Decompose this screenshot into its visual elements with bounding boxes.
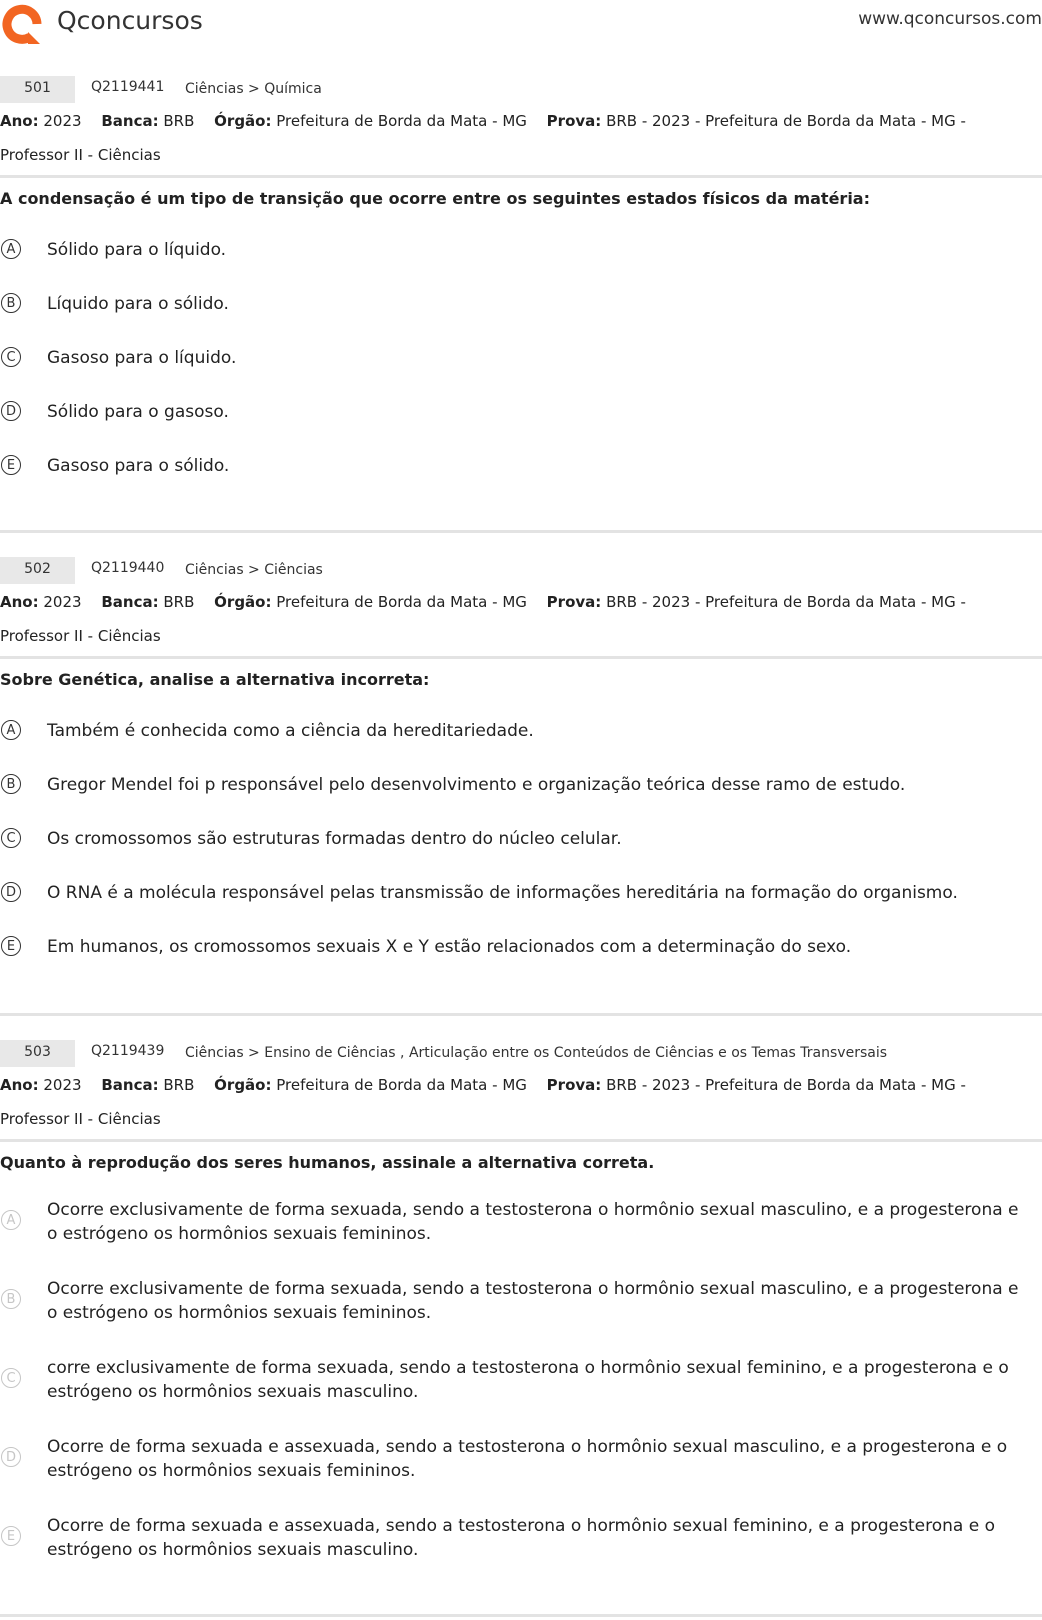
option-d[interactable] <box>0 1435 1042 1483</box>
prova-label: Prova: <box>546 112 602 130</box>
option-letter[interactable]: E <box>1 936 21 956</box>
banca-value: BRB <box>163 593 195 611</box>
question-block <box>0 76 1042 478</box>
question-category: Ciências > Ensino de Ciências , Articulação entre os Conteúdos de Ciências e os Temas Transversais <box>185 1045 888 1061</box>
orgao-value: Prefeitura de Borda da Mata - MG <box>276 1076 527 1094</box>
banca-label: Banca: <box>101 112 159 130</box>
option-a[interactable] <box>0 1198 1042 1246</box>
ano-value: 2023 <box>43 1076 82 1094</box>
option-letter[interactable]: A <box>1 239 21 259</box>
question-category: Ciências > Ciências <box>185 562 323 578</box>
banca-value: BRB <box>163 112 195 130</box>
prova-value: BRB - 2023 - Prefeitura de Borda da Mata - MG - Professor II - Ciências <box>0 593 966 645</box>
option-e[interactable] <box>0 935 1042 959</box>
option-text: Gasoso para o sólido. <box>47 456 230 476</box>
ano-value: 2023 <box>43 593 82 611</box>
option-text: Líquido para o sólido. <box>47 294 229 314</box>
banca-label: Banca: <box>101 593 159 611</box>
option-letter[interactable]: B <box>1 1289 21 1309</box>
question-number: 501 <box>0 76 75 103</box>
option-text: Ocorre exclusivamente de forma sexuada, sendo a testosterona o hormônio sexual masculino, e a progesterona e o estrógeno os hormônios sexuais femininos. <box>47 1200 1019 1244</box>
prova-label: Prova: <box>546 593 602 611</box>
banca-value: BRB <box>163 1076 195 1094</box>
question-meta <box>0 104 1042 172</box>
question-code[interactable]: Q2119441 <box>91 79 165 95</box>
option-letter[interactable]: D <box>1 882 21 902</box>
option-letter[interactable]: C <box>1 828 21 848</box>
prova-label: Prova: <box>546 1076 602 1094</box>
question-category: Ciências > Química <box>185 81 322 97</box>
question-number: 503 <box>0 1040 75 1067</box>
option-letter[interactable]: E <box>1 1526 21 1546</box>
orgao-label: Órgão: <box>214 112 272 130</box>
option-a[interactable] <box>0 719 1042 743</box>
option-text: Sólido para o gasoso. <box>47 402 229 422</box>
option-text: Em humanos, os cromossomos sexuais X e Y estão relacionados com a determinação do sexo. <box>47 937 852 957</box>
ano-label: Ano: <box>0 112 39 130</box>
option-letter[interactable]: C <box>1 1368 21 1388</box>
orgao-label: Órgão: <box>214 1076 272 1094</box>
option-b[interactable] <box>0 292 1042 316</box>
ano-label: Ano: <box>0 1076 39 1094</box>
question-statement: Quanto à reprodução dos seres humanos, assinale a alternativa correta. <box>0 1153 655 1172</box>
question-meta <box>0 585 1042 653</box>
option-letter[interactable]: C <box>1 347 21 367</box>
option-text: Gasoso para o líquido. <box>47 348 237 368</box>
option-text: corre exclusivamente de forma sexuada, sendo a testosterona o hormônio sexual feminino, e a progesterona e o estrógeno os hormônios sexuais masculino. <box>47 1358 1009 1402</box>
option-d[interactable] <box>0 881 1042 905</box>
question-code[interactable]: Q2119440 <box>91 560 165 576</box>
orgao-value: Prefeitura de Borda da Mata - MG <box>276 593 527 611</box>
option-letter[interactable]: A <box>1 1210 21 1230</box>
question-block <box>0 557 1042 959</box>
option-letter[interactable]: D <box>1 401 21 421</box>
option-letter[interactable]: D <box>1 1447 21 1467</box>
orgao-label: Órgão: <box>214 593 272 611</box>
divider <box>0 1139 1042 1142</box>
option-b[interactable] <box>0 1277 1042 1325</box>
option-text: Sólido para o líquido. <box>47 240 227 260</box>
question-divider <box>0 1013 1042 1016</box>
option-c[interactable] <box>0 827 1042 851</box>
ano-value: 2023 <box>43 112 82 130</box>
option-text: Gregor Mendel foi p responsável pelo desenvolvimento e organização teórica desse ramo de estudo. <box>47 775 906 795</box>
question-code[interactable]: Q2119439 <box>91 1043 165 1059</box>
option-text: Ocorre de forma sexuada e assexuada, sendo a testosterona o hormônio sexual feminino, e a progesterona e o estrógeno os hormônios sexuais masculino. <box>47 1516 995 1560</box>
question-meta <box>0 1068 1042 1136</box>
option-letter[interactable]: B <box>1 774 21 794</box>
banca-label: Banca: <box>101 1076 159 1094</box>
option-text: Ocorre de forma sexuada e assexuada, sendo a testosterona o hormônio sexual masculino, e a progesterona e o estrógeno os hormônios sexuais femininos. <box>47 1437 1008 1481</box>
option-e[interactable] <box>0 1514 1042 1562</box>
option-text: O RNA é a molécula responsável pelas transmissão de informações hereditária na formação do organismo. <box>47 883 958 903</box>
divider <box>0 656 1042 659</box>
prova-value: BRB - 2023 - Prefeitura de Borda da Mata - MG - Professor II - Ciências <box>0 112 966 164</box>
question-block <box>0 1040 1042 1562</box>
question-divider <box>0 530 1042 533</box>
brand-name: Qconcursos <box>57 6 203 35</box>
question-statement: Sobre Genética, analise a alternativa incorreta: <box>0 670 430 689</box>
option-d[interactable] <box>0 400 1042 424</box>
option-b[interactable] <box>0 773 1042 797</box>
option-e[interactable] <box>0 454 1042 478</box>
site-url[interactable]: www.qconcursos.com <box>858 9 1042 29</box>
option-a[interactable] <box>0 238 1042 262</box>
orgao-value: Prefeitura de Borda da Mata - MG <box>276 112 527 130</box>
option-c[interactable] <box>0 1356 1042 1404</box>
option-text: Também é conhecida como a ciência da hereditariedade. <box>47 721 534 741</box>
option-letter[interactable]: B <box>1 293 21 313</box>
divider <box>0 175 1042 178</box>
qconcursos-logo-icon <box>0 0 46 46</box>
option-c[interactable] <box>0 346 1042 370</box>
page-header <box>0 0 1042 60</box>
prova-value: BRB - 2023 - Prefeitura de Borda da Mata - MG - Professor II - Ciências <box>0 1076 966 1128</box>
option-text: Ocorre exclusivamente de forma sexuada, sendo a testosterona o hormônio sexual masculino, e a progesterona e o estrógeno os hormônios sexuais femininos. <box>47 1279 1019 1323</box>
question-divider <box>0 1614 1042 1617</box>
option-letter[interactable]: E <box>1 455 21 475</box>
question-statement: A condensação é um tipo de transição que ocorre entre os seguintes estados físicos da matéria: <box>0 189 870 208</box>
option-letter[interactable]: A <box>1 720 21 740</box>
ano-label: Ano: <box>0 593 39 611</box>
question-number: 502 <box>0 557 75 584</box>
option-text: Os cromossomos são estruturas formadas dentro do núcleo celular. <box>47 829 622 849</box>
